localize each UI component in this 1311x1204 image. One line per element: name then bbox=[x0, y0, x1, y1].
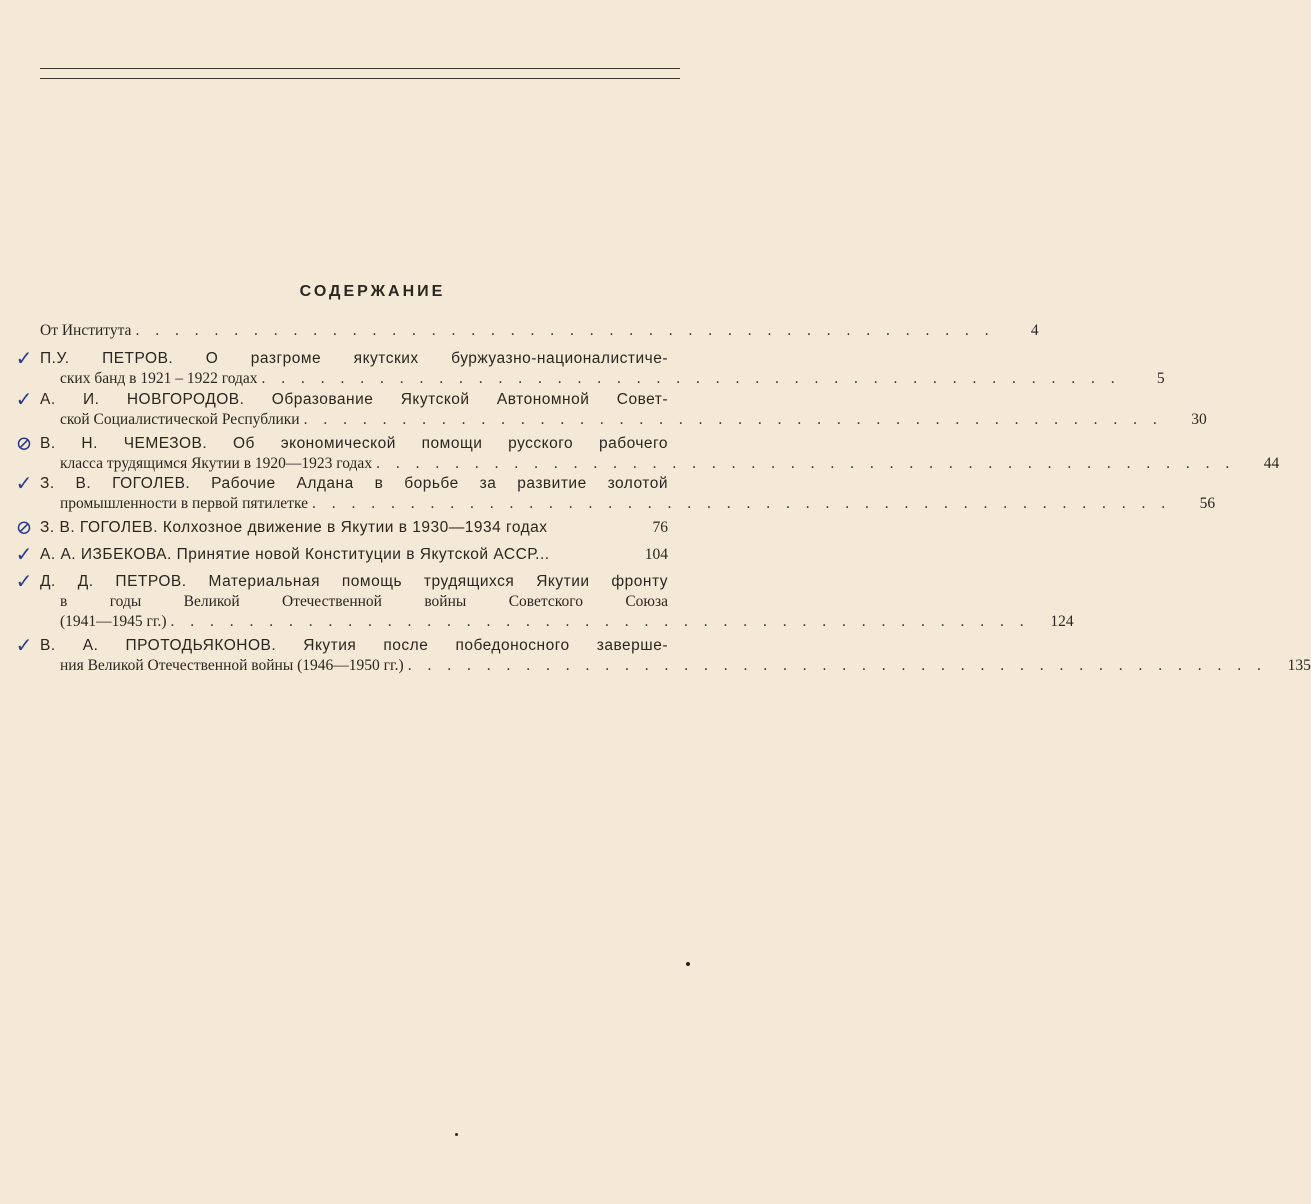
toc-entry-petrov-dd[interactable] bbox=[15, 571, 1074, 632]
toc-line: В. Н. ЧЕМЕЗОВ. Об экономической помощи русского рабочего bbox=[40, 435, 668, 452]
top-rule-thin bbox=[40, 78, 680, 79]
toc-entry-protodyakonov[interactable] bbox=[15, 635, 1311, 676]
toc-entry-gogolev-kolkhoz[interactable] bbox=[15, 517, 668, 539]
paper-speck bbox=[455, 1133, 458, 1136]
paper-speck bbox=[686, 962, 690, 966]
toc-line: П.У. ПЕТРОВ. О разгроме якутских буржуазно-националистиче- bbox=[40, 350, 668, 367]
checkmark-icon: ✓ bbox=[15, 473, 33, 495]
circle-mark-icon: ⊘ bbox=[15, 517, 33, 539]
page-number: 44 bbox=[1263, 455, 1280, 472]
toc-line: ской Социалистической Республики . . . . . . . . . . . . . . . . . . . . . . . . . . . . . . . . . . . . . . . . . . . . 30 bbox=[60, 411, 1207, 428]
page-number: 76 bbox=[652, 519, 668, 536]
toc-entry-institute[interactable] bbox=[40, 321, 1039, 341]
page-number: 104 bbox=[644, 546, 668, 563]
toc-entry-chemezov[interactable] bbox=[15, 433, 1280, 474]
toc-line: З. В. ГОГОЛЕВ. Рабочие Алдана в борьбе за развитие золотой bbox=[40, 475, 668, 492]
toc-line: в годы Великой Отечественной войны Советского Союза bbox=[60, 593, 668, 610]
toc-entry-petrov[interactable] bbox=[15, 348, 1165, 389]
leader-dots: . . . . . . . . . . . . . . . . . . . . . . . . . . . . . . . . . . . . . . . . . . . . bbox=[135, 322, 995, 339]
checkmark-icon: ✓ bbox=[15, 389, 33, 411]
checkmark-icon: ✓ bbox=[15, 348, 33, 370]
toc-line: ния Великой Отечественной войны (1946—1950 гг.) . . . . . . . . . . . . . . . . . . . . . . . . . . . . . . . . . . . . . . . . . . . . 135 bbox=[60, 657, 1311, 674]
circle-mark-icon: ⊘ bbox=[15, 433, 33, 455]
leader-dots: . . . . . . . . . . . . . . . . . . . . . . . . . . . . . . . . . . . . . . . . . . . . bbox=[261, 370, 1121, 387]
toc-line: А. И. НОВГОРОДОВ. Образование Якутской Автономной Совет- bbox=[40, 391, 668, 408]
top-rule bbox=[40, 68, 680, 69]
checkmark-icon: ✓ bbox=[15, 635, 33, 657]
checkmark-icon: ✓ bbox=[15, 544, 33, 566]
toc-entry-gogolev-aldan[interactable] bbox=[15, 473, 1216, 514]
leader-dots: . . . . . . . . . . . . . . . . . . . . . . . . . . . . . . . . . . . . . . . . . . . . bbox=[170, 613, 1030, 630]
leader-dots: . . . . . . . . . . . . . . . . . . . . . . . . . . . . . . . . . . . . . . . . . . . . bbox=[311, 495, 1172, 512]
toc-line: класса трудящимся Якутии в 1920—1923 годах . . . . . . . . . . . . . . . . . . . . . . . . . . . . . . . . . . . . . . . . . . . . 44 bbox=[60, 455, 1280, 472]
page-number: 56 bbox=[1199, 495, 1216, 512]
page-number: 30 bbox=[1191, 411, 1207, 428]
page-number: 135 bbox=[1287, 657, 1311, 674]
toc-entry-izbekova[interactable] bbox=[15, 544, 668, 566]
toc-line: В. А. ПРОТОДЬЯКОНОВ. Якутия после победоносного заверше- bbox=[40, 637, 668, 654]
toc-line: промышленности в первой пятилетке . . . . . . . . . . . . . . . . . . . . . . . . . . . . . . . . . . . . . . . . . . . . 56 bbox=[60, 495, 1216, 512]
toc-entry-novgorodov[interactable] bbox=[15, 389, 1207, 430]
toc-line bbox=[40, 321, 1039, 341]
page-title: СОДЕРЖАНИЕ bbox=[299, 283, 446, 300]
leader-dots: . . . . . . . . . . . . . . . . . . . . . . . . . . . . . . . . . . . . . . . . . . . . bbox=[303, 411, 1163, 428]
page-number: 124 bbox=[1050, 613, 1074, 630]
page-number: 4 bbox=[1030, 322, 1039, 339]
checkmark-icon: ✓ bbox=[15, 571, 33, 593]
toc-entry-text: От Института bbox=[40, 322, 132, 339]
leader-dots: . . . . . . . . . . . . . . . . . . . . . . . . . . . . . . . . . . . . . . . . . . . . bbox=[376, 455, 1236, 472]
page-number: 5 bbox=[1156, 370, 1165, 387]
toc-line: (1941—1945 гг.) . . . . . . . . . . . . . . . . . . . . . . . . . . . . . . . . . . . . . . . . . . . . 124 bbox=[60, 613, 1074, 630]
leader-dots: . . . . . . . . . . . . . . . . . . . . . . . . . . . . . . . . . . . . . . . . . . . . bbox=[407, 657, 1267, 674]
toc-line: А. А. ИЗБЕКОВА. Принятие новой Конституции в Якутской АССР... 104 bbox=[40, 546, 668, 563]
leader-dots bbox=[550, 545, 628, 565]
toc-line: З. В. ГОГОЛЕВ. Колхозное движение в Якутии в 1930—1934 годах 76 bbox=[40, 519, 668, 536]
leader-dots bbox=[548, 518, 628, 538]
toc-line: ских банд в 1921 – 1922 годах . . . . . . . . . . . . . . . . . . . . . . . . . . . . . . . . . . . . . . . . . . . . 5 bbox=[60, 370, 1165, 387]
toc-line: Д. Д. ПЕТРОВ. Материальная помощь трудящихся Якутии фронту bbox=[40, 573, 668, 590]
